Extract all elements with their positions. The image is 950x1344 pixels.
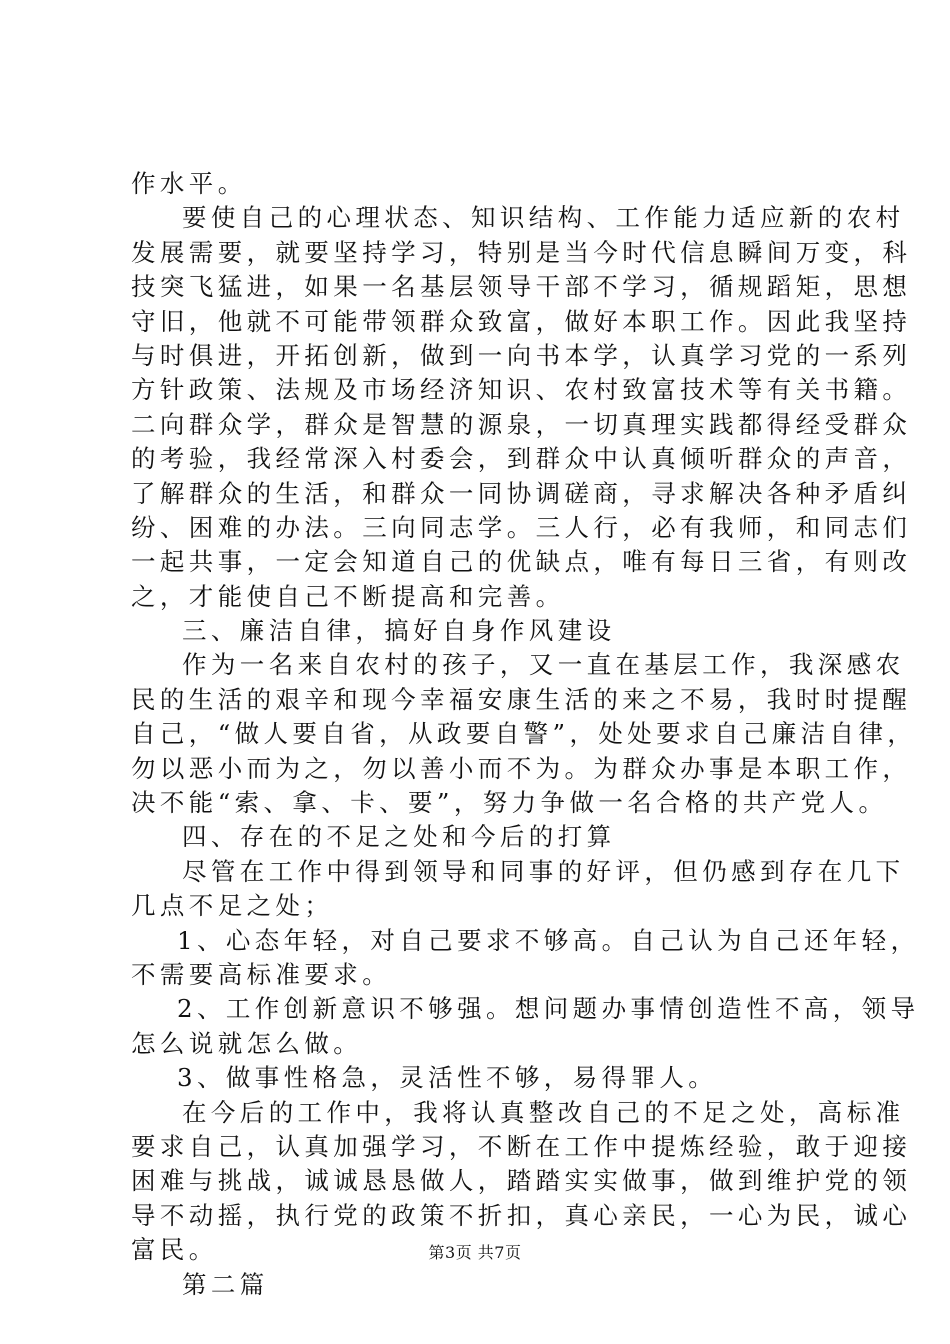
text-line: 发展需要，就要坚持学习，特别是当今时代信息瞬间万变，科 [131, 237, 912, 267]
text-line: 决不能“索、拿、卡、要”，努力争做一名合格的共产党人。 [131, 788, 888, 818]
text-line: 守旧，他就不可能带领群众致富，做好本职工作。因此我坚持 [131, 306, 912, 336]
text-line: 与时俱进，开拓创新，做到一向书本学，认真学习党的一系列 [131, 340, 912, 370]
text-line: 1、心态年轻，对自己要求不够高。自己认为自己还年轻， [177, 925, 920, 955]
text-line: 怎么说就怎么做。 [131, 1028, 363, 1058]
text-line: 作水平。 [131, 169, 247, 198]
text-line: 富民。 [131, 1235, 218, 1265]
text-line: 自己，“做人要自省，从政要自警”，处处要求自己廉洁自律， [131, 719, 917, 749]
text-line: 要求自己，认真加强学习，不断在工作中提炼经验，敢于迎接 [131, 1131, 912, 1161]
text-line: 纷、困难的办法。三向同志学。三人行，必有我师，和同志们 [131, 512, 912, 542]
text-line: 民的生活的艰辛和现今幸福安康生活的来之不易，我时时提醒 [131, 684, 912, 714]
section-heading-line: 三、廉洁自律，搞好自身作风建设 [182, 616, 616, 646]
page-footer: 第3页 共7页 [428, 1243, 522, 1262]
text-line: 技突飞猛进，如果一名基层领导干部不学习，循规蹈矩，思想 [131, 272, 912, 302]
text-line: 不需要高标准要求。 [131, 959, 392, 989]
text-line: 二向群众学，群众是智慧的源泉，一切真理实践都得经受群众 [131, 409, 912, 439]
text-line: 困难与挑战，诚诚恳恳做人，踏踏实实做事，做到维护党的领 [131, 1166, 912, 1196]
text-line: 勿以恶小而为之，勿以善小而不为。为群众办事是本职工作， [131, 753, 912, 783]
document-body [131, 167, 920, 1302]
text-line: 之，才能使自己不断提高和完善。 [131, 581, 565, 611]
text-line: 在今后的工作中，我将认真整改自己的不足之处，高标准 [182, 1097, 905, 1127]
section-heading-line: 四、存在的不足之处和今后的打算 [182, 822, 616, 852]
text-line: 方针政策、法规及市场经济知识、农村致富技术等有关书籍。 [131, 375, 912, 405]
text-line: 尽管在工作中得到领导和同事的好评，但仍感到存在几下 [182, 856, 905, 886]
text-line: 一起共事，一定会知道自己的优缺点，唯有每日三省，有则改 [131, 547, 912, 577]
text-line: 几点不足之处； [131, 891, 334, 921]
section-heading-line: 第二篇 [182, 1269, 269, 1299]
text-line: 2、工作创新意识不够强。想问题办事情创造性不高，领导 [177, 994, 920, 1024]
text-line: 导不动摇，执行党的政策不折扣，真心亲民，一心为民，诚心 [131, 1200, 912, 1230]
text-line: 了解群众的生活，和群众一同协调磋商，寻求解决各种矛盾纠 [131, 478, 912, 508]
text-line: 要使自己的心理状态、知识结构、工作能力适应新的农村 [182, 203, 905, 233]
text-line: 3、做事性格急，灵活性不够，易得罪人。 [177, 1063, 718, 1093]
text-line: 的考验，我经常深入村委会，到群众中认真倾听群众的声音， [131, 444, 912, 474]
text-line: 作为一名来自农村的孩子，又一直在基层工作，我深感农 [182, 650, 905, 680]
